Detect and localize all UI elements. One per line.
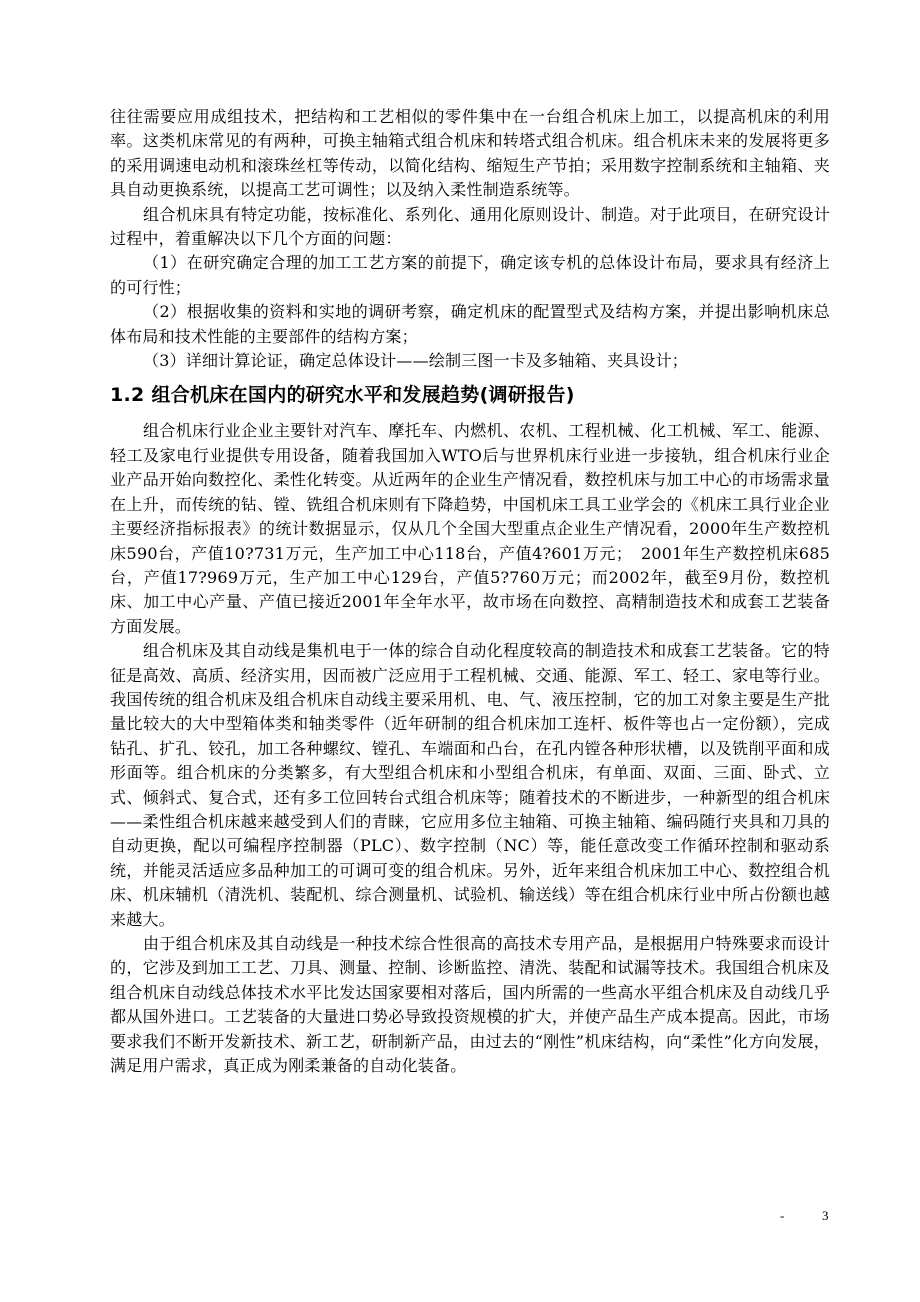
paragraph-automation-lines: 组合机床及其自动线是集机电于一体的综合自动化程度较高的制造技术和成套工艺装备。它的特征是高效、高质、经济实用，因而被广泛应用于工程机械、交通、能源、军工、轻工、家电等行业。我国传统的组合机床及组合机床自动线主要采用机、电、气、液压控制，它的加工对象主要是生产批量比较大的大中型箱体类和轴类零件（近年研制的组合机床加工连杆、板件等也占一定份额），完成钻孔、扩孔、铰孔，加工各种螺纹、镗孔、车端面和凸台，在孔内镗各种形状槽，以及铣削平面和成形面等。组合机床的分类繁多，有大型组合机床和小型组合机床，有单面、双面、三面、卧式、立式、倾斜式、复合式，还有多工位回转台式组合机床等；随着技术的不断进步，一种新型的组合机床——柔性组合机床越来越受到人们的青睐，它应用多位主轴箱、可换主轴箱、编码随行夹具和刀具的自动更换，配以可编程序控制器（PLC）、数字控制（NC）等，能任意改变工作循环控制和驱动系统，并能灵活适应多品种加工的可调可变的组合机床。另外，近年来组合机床加工中心、数控组合机床、机床辅机（清洗机、装配机、综合测量机、试验机、输送线）等在组合机床行业中所占份额也越来越大。 xyxy=(110,641,830,929)
page-content xyxy=(110,105,830,1078)
page-number: 3 xyxy=(822,1208,829,1223)
paragraph-industry-status: 组合机床行业企业主要针对汽车、摩托车、内燃机、农机、工程机械、化工机械、军工、能源、轻工及家电行业提供专用设备，随着我国加入WTO后与世界机床行业进一步接轨，组合机床行业企业产品开始向数控化、柔性化转变。从近两年的企业生产情况看，数控机床与加工中心的市场需求量在上升，而传统的钻、镗、铣组合机床则有下降趋势，中国机床工具工业学会的《机床工具行业企业主要经济指标报表》的统计数据显示，仅从几个全国大型重点企业生产情况看，2000年生产数控机床590台，产值10?731万元，生产加工中心118台，产值4?601万元； 2001年生产数控机床685台，产值17?969万元，生产加工中心129台，产值5?760万元；而2002年，截至9月份，数控机床、加工中心产量、产值已接近2001年全年水平，故市场在向数控、高精制造技术和成套工艺装备方面发展。 xyxy=(110,421,830,636)
paragraph-intro-continued: 往往需要应用成组技术，把结构和工艺相似的零件集中在一台组合机床上加工，以提高机床的利用率。这类机床常见的有两种，可换主轴箱式组合机床和转塔式组合机床。组合机床未来的发展将更多的采用调速电动机和滚珠丝杠等传动，以简化结构、缩短生产节拍；采用数字控制系统和主轴箱、夹具自动更换系统，以提高工艺可调性；以及纳入柔性制造系统等。 xyxy=(110,107,830,200)
footer-dash: - xyxy=(780,1208,785,1223)
list-item-3: （3）详细计算论证，确定总体设计——绘制三图一卡及多轴箱、夹具设计； xyxy=(143,351,688,371)
list-item-2: （2）根据收集的资料和实地的调研考察，确定机床的配置型式及结构方案，并提出影响机床总体布局和技术性能的主要部件的结构方案； xyxy=(110,302,830,346)
list-item-1: （1）在研究确定合理的加工工艺方案的前提下，确定该专机的总体设计布局，要求具有经济上的可行性； xyxy=(110,253,830,297)
section-heading: 1.2 组合机床在国内的研究水平和发展趋势(调研报告) xyxy=(110,384,575,407)
paragraph-market-demand: 由于组合机床及其自动线是一种技术综合性很高的高技术专用产品，是根据用户特殊要求而设计的，它涉及到加工工艺、刀具、测量、控制、诊断监控、清洗、装配和试漏等技术。我国组合机床及组合机床自动线总体技术水平比发达国家要相对落后，国内所需的一些高水平组合机床及自动线几乎都从国外进口。工艺装备的大量进口势必导致投资规模的扩大，并使产品生产成本提高。因此，市场要求我们不断开发新技术、新工艺，研制新产品，由过去的“刚性”机床结构，向“柔性”化方向发展，满足用户需求，真正成为刚柔兼备的自动化装备。 xyxy=(110,934,830,1076)
paragraph-design-goals: 组合机床具有特定功能，按标准化、系列化、通用化原则设计、制造。对于此项目，在研究设计过程中，着重解决以下几个方面的问题： xyxy=(110,204,830,249)
